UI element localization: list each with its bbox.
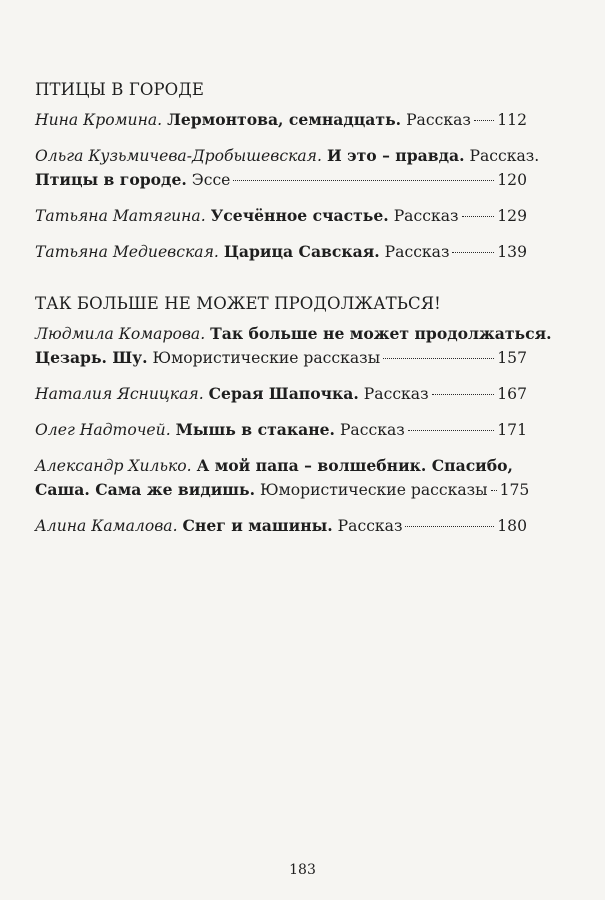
toc-entry bbox=[35, 108, 527, 132]
toc-line bbox=[35, 346, 527, 370]
entry-page-number: 167 bbox=[497, 385, 527, 403]
dot-leader bbox=[233, 179, 494, 181]
toc-line bbox=[35, 454, 527, 478]
toc-line bbox=[35, 418, 527, 442]
entry-title: Усечённое счастье. bbox=[210, 206, 389, 225]
entry-kind: Рассказ bbox=[384, 243, 450, 261]
dot-leader bbox=[452, 251, 494, 253]
entry-title: И это – правда. bbox=[326, 146, 465, 165]
page-number: 183 bbox=[289, 862, 316, 878]
entry-title: Мышь в стакане. bbox=[175, 420, 335, 439]
entry-author: Алина Камалова. bbox=[35, 517, 178, 535]
section-title: ТАК БОЛЬШЕ НЕ МОЖЕТ ПРОДОЛЖАТЬСЯ! bbox=[35, 294, 441, 313]
toc-line bbox=[35, 322, 552, 346]
dot-leader bbox=[383, 357, 494, 359]
toc-entry bbox=[35, 144, 540, 192]
entry-kind: Рассказ bbox=[339, 421, 405, 439]
entry-author: Наталия Ясницкая. bbox=[35, 385, 204, 403]
toc-entry bbox=[35, 204, 527, 228]
entry-title: Птицы в городе. bbox=[35, 170, 187, 189]
dot-leader bbox=[462, 215, 495, 217]
toc-entry bbox=[35, 514, 527, 538]
toc-line bbox=[35, 382, 527, 406]
entry-page-number: 112 bbox=[497, 111, 527, 129]
entry-kind: Рассказ bbox=[337, 517, 403, 535]
dot-leader bbox=[408, 429, 494, 431]
entry-page-number: 129 bbox=[497, 207, 527, 225]
entry-kind: Рассказ bbox=[393, 207, 459, 225]
toc-entry bbox=[35, 322, 552, 370]
toc-entry bbox=[35, 382, 527, 406]
toc-line bbox=[35, 240, 527, 264]
entry-page-number: 180 bbox=[497, 517, 527, 535]
toc-line bbox=[35, 144, 540, 168]
dot-leader bbox=[432, 393, 495, 395]
entry-author: Людмила Комарова. bbox=[35, 325, 206, 343]
section-title: ПТИЦЫ В ГОРОДЕ bbox=[35, 80, 204, 99]
toc-section bbox=[35, 78, 540, 276]
entry-page-number: 157 bbox=[497, 349, 527, 367]
entry-page-number: 120 bbox=[497, 171, 527, 189]
entry-page-number: 175 bbox=[499, 481, 530, 499]
entry-kind: Рассказ bbox=[363, 385, 429, 403]
toc-section bbox=[35, 292, 552, 550]
entry-author: Ольга Кузьмичева-Дробышевская. bbox=[35, 147, 322, 165]
toc-page bbox=[35, 0, 552, 900]
entry-page-number: 139 bbox=[497, 243, 527, 261]
entry-kind: Рассказ. bbox=[469, 147, 540, 165]
entry-title: Серая Шапочка. bbox=[208, 384, 359, 403]
entry-kind: Юмористические рассказы bbox=[260, 481, 488, 499]
entry-title: Царица Савская. bbox=[223, 242, 380, 261]
toc-entry bbox=[35, 418, 527, 442]
entry-kind: Рассказ bbox=[406, 111, 471, 129]
dot-leader bbox=[474, 119, 494, 121]
toc-line bbox=[35, 514, 527, 538]
entry-page-number: 171 bbox=[497, 421, 527, 439]
toc-line bbox=[35, 204, 527, 228]
toc-line bbox=[35, 108, 527, 132]
entry-author: Олег Надточей. bbox=[35, 421, 171, 439]
toc-line bbox=[35, 478, 530, 502]
dot-leader bbox=[491, 489, 497, 491]
entry-title: А мой папа – волшебник. Спасибо, bbox=[196, 456, 513, 475]
toc-entry bbox=[35, 454, 530, 502]
entry-kind: Эссе bbox=[191, 171, 231, 189]
toc-line bbox=[35, 168, 527, 192]
dot-leader bbox=[405, 525, 494, 527]
entry-title: Саша. Сама же видишь. bbox=[35, 480, 256, 499]
entry-author: Александр Хилько. bbox=[35, 457, 192, 475]
entry-title: Цезарь. Шу. bbox=[35, 348, 148, 367]
entry-author: Нина Кромина. bbox=[35, 111, 163, 129]
entry-title: Лермонтова, семнадцать. bbox=[167, 110, 402, 129]
entry-author: Татьяна Медиевская. bbox=[35, 243, 219, 261]
entry-title: Так больше не может продолжаться. bbox=[210, 324, 552, 343]
entry-kind: Юмористические рассказы bbox=[152, 349, 381, 367]
entry-author: Татьяна Матягина. bbox=[35, 207, 206, 225]
entry-title: Снег и машины. bbox=[182, 516, 333, 535]
toc-entry bbox=[35, 240, 527, 264]
